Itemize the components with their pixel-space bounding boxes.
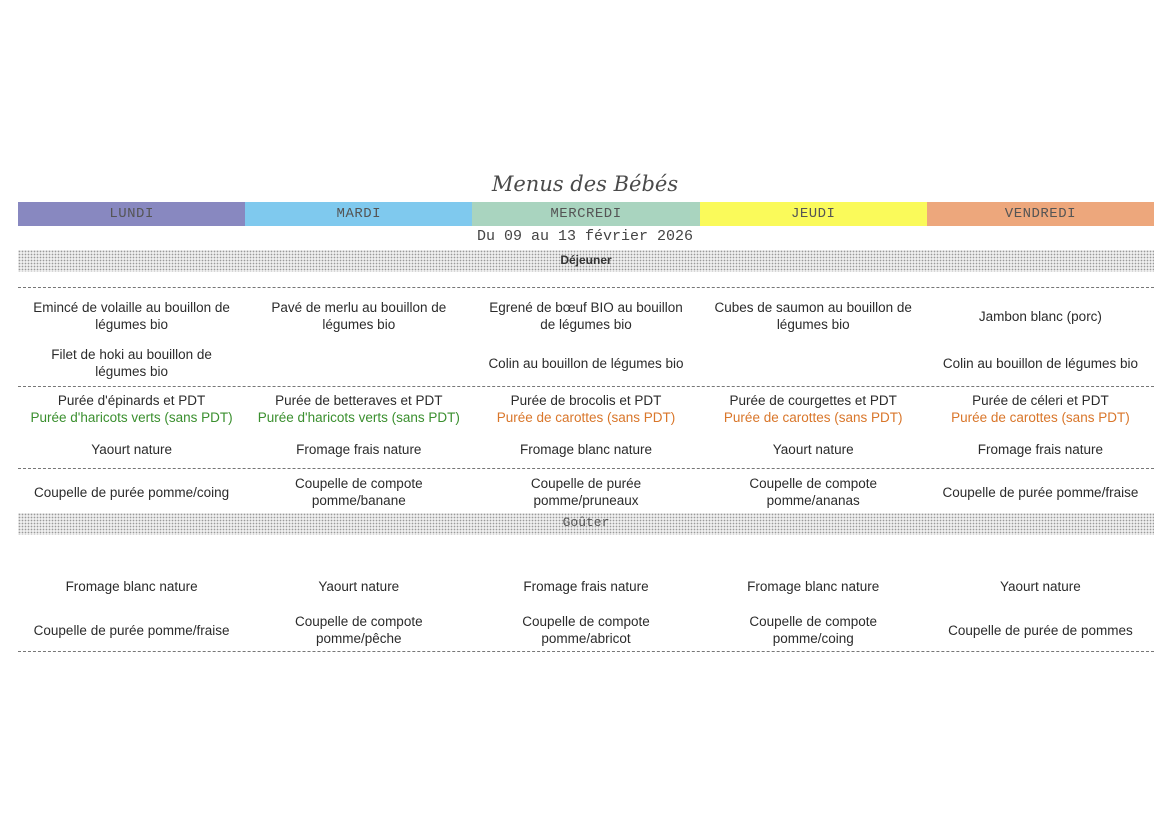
menu-cell: Coupelle de compote pomme/abricot <box>522 614 650 646</box>
puree-label: Purée de brocolis et PDT <box>510 393 662 408</box>
menu-cell: Fromage blanc nature <box>65 578 198 594</box>
menu-cell: Yaourt nature <box>91 441 172 457</box>
puree-label: Purée de courgettes et PDT <box>729 393 897 408</box>
menu-cell: Yaourt nature <box>1000 578 1081 594</box>
puree-label: Purée d'épinards et PDT <box>57 393 206 408</box>
puree-cell <box>18 389 245 429</box>
menu-cell: Emincé de volaille au bouillon de légumes bio <box>33 300 230 332</box>
row-gouter-dessert <box>18 611 1154 649</box>
day-header-mercredi: MERCREDI <box>472 202 699 226</box>
menu-cell: Filet de hoki au bouillon de légumes bio <box>51 347 212 379</box>
dejeuner-band <box>18 250 1154 272</box>
row-plat-principal <box>18 296 1154 336</box>
menu-cell: Egrené de bœuf BIO au bouillon de légumes bio <box>489 300 683 332</box>
menu-cell: Fromage blanc nature <box>747 578 880 594</box>
menu-cell: Fromage frais nature <box>523 578 649 594</box>
menu-cell: Colin au bouillon de légumes bio <box>942 355 1138 371</box>
row-laitage <box>18 438 1154 460</box>
menu-cell: Yaourt nature <box>318 578 400 594</box>
puree-label: Purée de betteraves et PDT <box>275 393 443 408</box>
puree-sans-pdt-label: Purée de carottes (sans PDT) <box>951 410 1130 425</box>
days-header <box>18 202 1154 226</box>
menu-cell: Coupelle de purée pomme/fraise <box>33 622 230 638</box>
puree-sans-pdt-label: Purée d'haricots verts (sans PDT) <box>30 410 233 425</box>
gouter-band <box>18 513 1154 535</box>
separator <box>18 468 1154 469</box>
menu-cell: Fromage frais nature <box>977 441 1104 457</box>
day-header-jeudi: JEUDI <box>700 202 927 226</box>
puree-cell <box>927 389 1154 429</box>
day-header-mardi: MARDI <box>245 202 472 226</box>
separator <box>18 651 1154 652</box>
row-gouter-laitage <box>18 575 1154 597</box>
puree-cell <box>472 389 699 429</box>
menu-cell: Colin au bouillon de légumes bio <box>488 355 684 371</box>
menu-cell: Jambon blanc (porc) <box>978 308 1102 324</box>
dejeuner-label: Déjeuner <box>560 253 612 267</box>
puree-sans-pdt-label: Purée de carottes (sans PDT) <box>496 410 676 425</box>
menu-cell: Cubes de saumon au bouillon de légumes bio <box>714 300 912 332</box>
row-dessert <box>18 473 1154 511</box>
menu-cell: Fromage frais nature <box>296 441 422 457</box>
menu-cell <box>700 344 927 382</box>
row-puree <box>18 389 1154 429</box>
menu-cell: Coupelle de purée pomme/coing <box>34 484 230 500</box>
date-range: Du 09 au 13 février 2026 <box>476 228 694 245</box>
day-header-vendredi: VENDREDI <box>927 202 1154 226</box>
menu-cell: Coupelle de compote pomme/banane <box>295 476 423 508</box>
menu-cell: Coupelle de compote pomme/ananas <box>749 476 877 508</box>
menu-cell: Coupelle de compote pomme/pêche <box>295 614 423 646</box>
menu-cell: Coupelle de purée pomme/pruneaux <box>530 476 642 508</box>
menu-cell: Coupelle de purée pomme/fraise <box>942 484 1139 500</box>
page-title: Menus des Bébés <box>491 172 679 196</box>
puree-label: Purée de céleri et PDT <box>972 393 1109 408</box>
menu-cell: Yaourt nature <box>772 441 854 457</box>
menu-cell: Fromage blanc nature <box>519 441 653 457</box>
puree-cell <box>700 389 927 429</box>
day-header-lundi: LUNDI <box>18 202 245 226</box>
separator <box>18 386 1154 387</box>
gouter-label: Goûter <box>562 515 610 530</box>
row-plat-alternatif <box>18 344 1154 382</box>
puree-cell <box>245 389 472 429</box>
menu-cell: Coupelle de purée de pommes <box>948 622 1133 638</box>
menu-cell: Pavé de merlu au bouillon de légumes bio <box>271 300 447 332</box>
puree-sans-pdt-label: Purée de carottes (sans PDT) <box>723 410 903 425</box>
menu-cell: Coupelle de compote pomme/coing <box>749 614 877 646</box>
separator <box>18 287 1154 288</box>
menu-cell <box>245 344 472 382</box>
puree-sans-pdt-label: Purée d'haricots verts (sans PDT) <box>257 410 460 425</box>
